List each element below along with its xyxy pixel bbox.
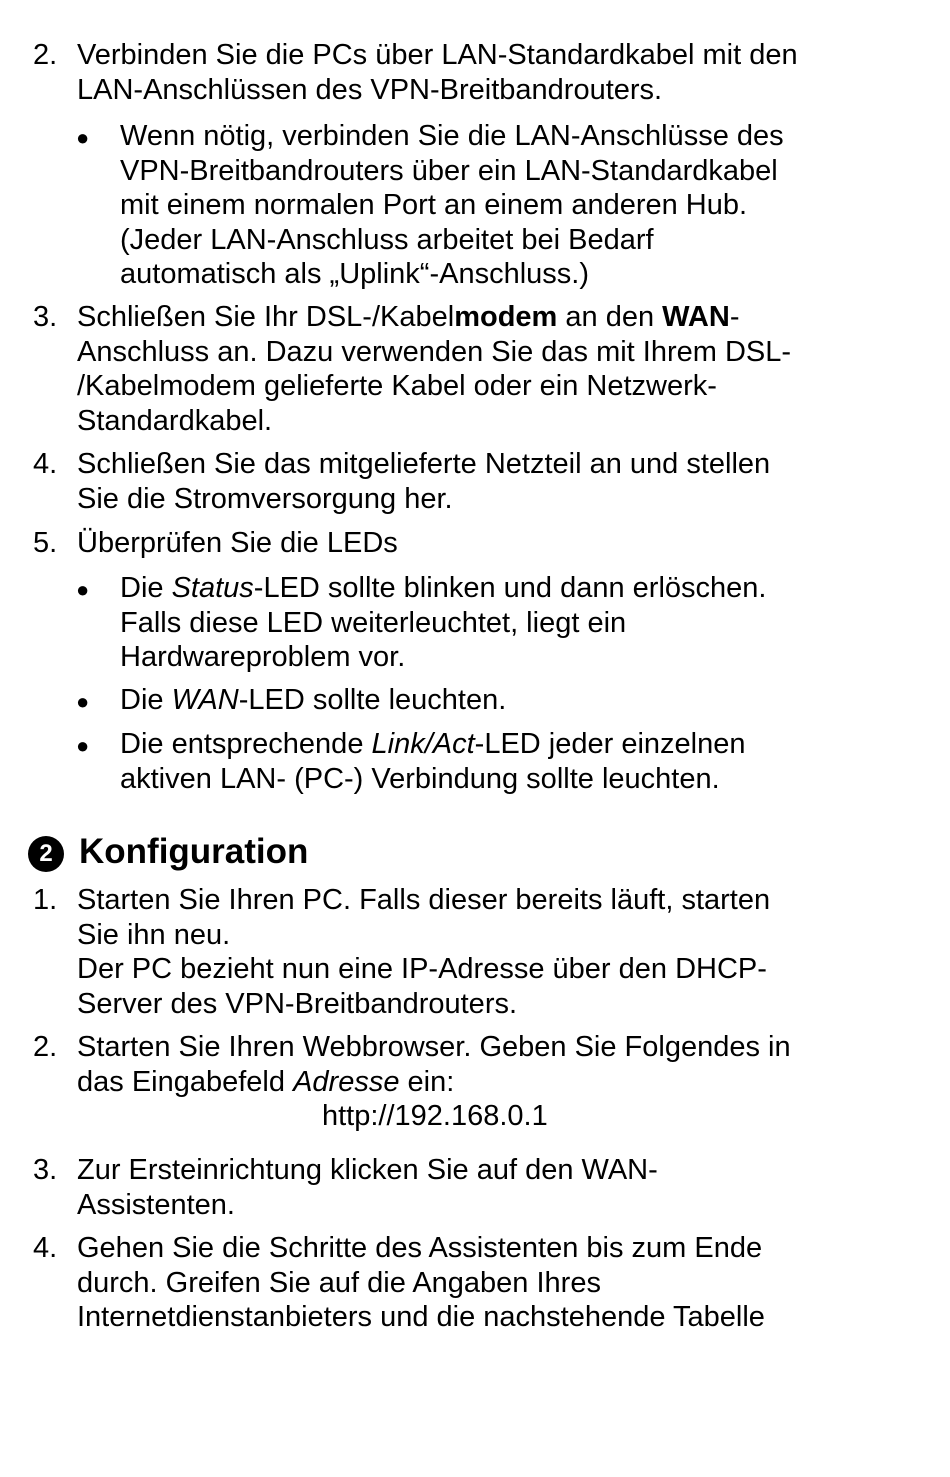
list-number: 5.	[33, 527, 58, 559]
bullet-text: Die Status-LED sollte blinken und dann erlöschen. Falls diese LED weiterleuchtet, liegt ein Hardwareproblem vor.	[120, 572, 767, 673]
bullet-text: Die entsprechende Link/Act-LED jeder einzelnen aktiven LAN- (PC-) Verbindung sollte leuchten.	[120, 728, 746, 795]
bullet-icon: ●	[76, 689, 90, 714]
list-item-text: Schließen Sie Ihr DSL-/Kabelmodem an den WAN- Anschluss an. Dazu verwenden Sie das mit Ihrem DSL- /Kabelmodem gelieferte Kabel oder ein Netzwerk- Standardkabel.	[77, 301, 792, 437]
list-item-text: Zur Ersteinrichtung klicken Sie auf den WAN- Assistenten.	[77, 1154, 658, 1221]
list-number: 2.	[33, 1031, 58, 1063]
number-two-circle-icon: 2	[28, 836, 64, 872]
list-item-text: Starten Sie Ihren Webbrowser. Geben Sie Folgendes in das Eingabefeld Adresse ein:	[77, 1031, 791, 1098]
list-number: 3.	[33, 301, 58, 333]
list-item-text: Überprüfen Sie die LEDs	[77, 527, 398, 559]
list-number: 4.	[33, 448, 58, 480]
bullet-text: Wenn nötig, verbinden Sie die LAN-Anschlüsse des VPN-Breitbandrouters über ein LAN-Standardkabel mit einem normalen Port an einem anderen Hub. (Jeder LAN-Anschluss arbeitet bei Bedarf automatisch als „Uplink“-Anschluss.)	[120, 120, 784, 290]
bullet-text: Die WAN-LED sollte leuchten.	[120, 684, 507, 716]
list-number: 2.	[33, 39, 58, 71]
section-title: Konfiguration	[79, 832, 309, 871]
router-url: http://192.168.0.1	[322, 1100, 548, 1132]
bullet-icon: ●	[76, 125, 90, 150]
list-number: 3.	[33, 1154, 58, 1186]
bullet-icon: ●	[76, 577, 90, 602]
list-item-text: Gehen Sie die Schritte des Assistenten bis zum Ende durch. Greifen Sie auf die Angaben Ihres Internetdienstanbieters und die nachstehende Tabelle	[77, 1232, 765, 1333]
list-number: 1.	[33, 884, 58, 916]
list-item-text: Verbinden Sie die PCs über LAN-Standardkabel mit den LAN-Anschlüssen des VPN-Breitbandrouters.	[77, 39, 798, 106]
list-item-text: Starten Sie Ihren PC. Falls dieser bereits läuft, starten Sie ihn neu. Der PC bezieht nun eine IP-Adresse über den DHCP- Server des VPN-Breitbandrouters.	[77, 884, 771, 1020]
bullet-icon: ●	[76, 733, 90, 758]
list-item-text: Schließen Sie das mitgelieferte Netzteil an und stellen Sie die Stromversorgung her.	[77, 448, 771, 515]
list-number: 4.	[33, 1232, 58, 1264]
